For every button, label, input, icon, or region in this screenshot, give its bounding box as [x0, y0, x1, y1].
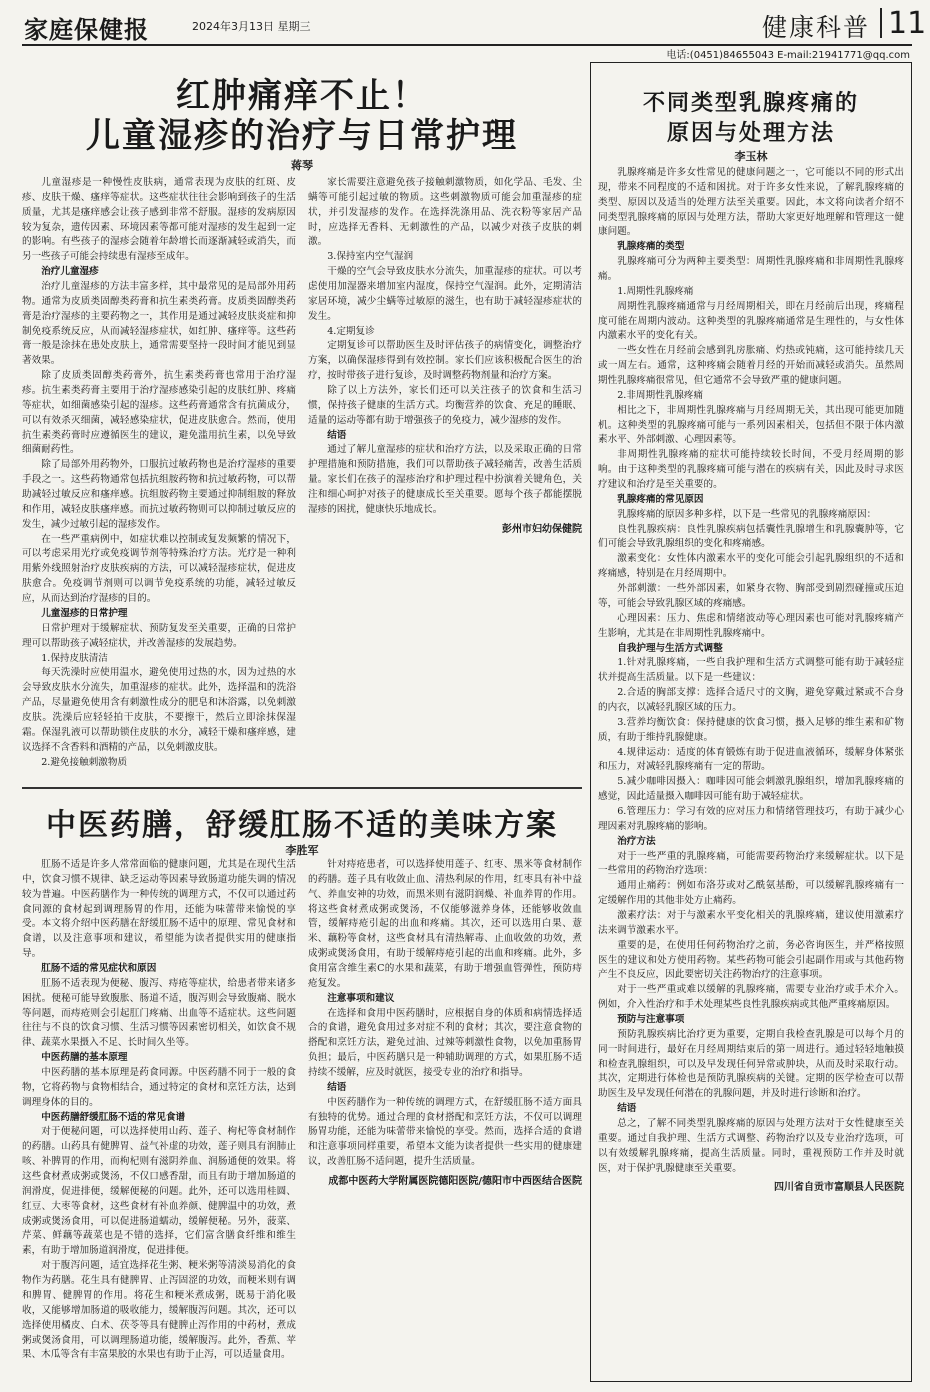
paragraph: 激素变化：女性体内激素水平的变化可能会引起乳腺组织的不适和疼痛感，特别是在月经周期中。 [598, 553, 904, 580]
paragraph: 3.保持室内空气湿润 [327, 251, 414, 263]
paragraph: 每天洗澡时应使用温水，避免使用过热的水，因为过热的水会导致皮肤水分流失，加重湿疹的症状。此外，选择温和的洗浴产品，尽量避免使用含有刺激性成分的肥皂和沐浴露，以免刺激皮肤。洗澡后应轻轻拍干皮肤，不要擦干，然后立即涂抹保湿霜。保湿乳液可以帮助锁住皮肤的水分，减轻干燥和瘙痒感，建议选择不含香料和酒精的产品，以免刺激皮肤。 [22, 667, 296, 753]
section-heading: 中医药膳舒缓肛肠不适的常见食谱 [41, 1111, 186, 1123]
paragraph: 乳腺疼痛可分为两种主要类型：周期性乳腺疼痛和非周期性乳腺疼痛。 [598, 256, 904, 283]
article2-title: 中医药膳，舒缓肛肠不适的美味方案 [46, 808, 558, 843]
paragraph: 心理因素：压力、焦虑和情绪波动等心理因素也可能对乳腺疼痛产生影响，尤其是在非周期性乳腺疼痛中。 [598, 612, 904, 639]
paragraph: 对于一些严重或难以缓解的乳腺疼痛，需要专业治疗或手术介入。例如，介入性治疗和手术处理某些良性乳腺疾病或其他严重疼痛原因。 [598, 984, 904, 1011]
paragraph: 在一些严重病例中，如症状难以控制或复发频繁的情况下，可以考虑采用光疗或免疫调节剂等特殊治疗方法。光疗是一种利用紫外线照射治疗皮肤疾病的方法，可以减轻湿疹症状，促进皮肤愈合。免疫调节剂则可以调节免疫系统的功能，减轻过敏反应，从而达到治疗湿疹的目的。 [22, 533, 296, 605]
paragraph: 一些女性在月经前会感到乳房胀痛、灼热或钝痛，这可能持续几天或一周左右。通常，这种疼痛会随着月经的开始而减轻或消失。虽然周期性乳腺疼痛很常见，但它通常不会导致严重的健康问题。 [598, 345, 904, 387]
article1-body [22, 176, 582, 784]
paragraph: 除了局部外用药物外，口服抗过敏药物也是治疗湿疹的重要手段之一。这些药物通常包括抗组胺药物和抗过敏药物，可以帮助减轻过敏反应和瘙痒感。抗组胺药物主要通过抑制组胺的释放和作用，减轻皮肤瘙痒感。而抗过敏药物则可以抑制过敏反应的发生，减少过敏引起的湿疹发作。 [22, 459, 296, 530]
paragraph: 1.保持皮肤清洁 [41, 652, 108, 664]
paragraph: 定期复诊可以帮助医生及时评估孩子的病情变化，调整治疗方案，以确保湿疹得到有效控制。家长们应该积极配合医生的治疗，按时带孩子进行复诊，及时调整药物剂量和治疗方案。 [308, 340, 582, 382]
article-source: 彭州市妇幼保健院 [502, 523, 582, 535]
paragraph: 除了以上方法外，家长们还可以关注孩子的饮食和生活习惯，保持孩子健康的生活方式。均衡营养的饮食、充足的睡眠、适量的运动等都有助于增强孩子的免疫力，减少湿疹的发作。 [308, 385, 582, 426]
paragraph: 除了皮质类固醇类药膏外，抗生素类药膏也常用于治疗湿疹。抗生素类药膏主要用于治疗湿疹感染引起的皮肤红肿、疼痛等症状，如细菌感染引起的湿疹。这些药膏通常含有抗菌成分，可以有效杀灭细菌，减轻感染症状，促进皮肤愈合。然而，使用抗生素类药膏时应遵循医生的建议，避免滥用抗生素，以免导致细菌耐药性。 [22, 370, 296, 456]
article3-author: 李玉林 [734, 150, 768, 163]
paragraph: 中医药膳作为一种传统的调理方式，在舒缓肛肠不适方面具有独特的优势。通过合理的食材搭配和烹饪方法，不仅可以调理肠胃功能，还能为味蕾带来愉悦的享受。然而，选择合适的食谱和注意事项同样重要，希望本文能为读者提供一些实用的健康建议，改善肛肠不适问题，提升生活质量。 [308, 1096, 582, 1168]
article3-title-line1: 不同类型乳腺疼痛的 [642, 90, 859, 116]
paragraph: 周期性乳腺疼痛通常与月经周期相关，即在月经前后出现，疼痛程度可能在周期内波动。这种类型的乳腺疼痛通常是生理性的，与女性体内激素水平的变化有关。 [598, 300, 904, 342]
paragraph: 乳腺疼痛的原因多种多样，以下是一些常见的乳腺疼痛原因： [617, 508, 877, 520]
section-heading: 注意事项和建议 [327, 992, 395, 1004]
section-heading: 结语 [617, 1103, 637, 1115]
paragraph: 1.周期性乳腺疼痛 [617, 285, 694, 297]
article1-title-line2: 儿童湿疹的治疗与日常护理 [86, 116, 518, 156]
paragraph: 肛肠不适表现为便秘、腹泻、痔疮等症状，给患者带来诸多困扰。便秘可能导致腹胀、肠道不适，腹泻则会导致腹痛、脱水等问题，而痔疮则会引起肛门疼痛、出血等不适症状。这些问题往往与不良的饮食习惯、生活习惯等因素密切相关，如饮食不规律、蔬菜水果摄入不足、长时间久坐等。 [22, 977, 296, 1049]
paper-name: 家庭保健报 [24, 15, 149, 44]
paragraph: 针对痔疮患者，可以选择使用莲子、红枣、黑米等食材制作的药膳。莲子具有收敛止血、清热利尿的作用，红枣具有补中益气、养血安神的功效，而黑米则有滋阴润燥、补血养胃的作用。将这些食材煮成粥或煲汤，不仅能够滋养身体，还能够收敛血管，缓解痔疮引起的出血和疼痛。其次，还可以选用白果、薏米、藕粉等食材，这些食材具有清热解毒、止血收敛的功效，煮成粥或煲汤食用，有助于缓解痔疮引起的出血和疼痛。此外，多食用富含维生素C的水果和蔬菜，有助于增强血管弹性，预防痔疮复发。 [308, 859, 582, 989]
paragraph: 通过了解儿童湿疹的症状和治疗方法，以及采取正确的日常护理措施和预防措施，我们可以帮助孩子减轻痛苦，改善生活质量。家长们在孩子的湿疹治疗和护理过程中扮演着关键角色，关注和细心呵护对孩子的健康成长至关重要。愿每个孩子都能摆脱湿疹的困扰，健康快乐地成长。 [308, 444, 582, 515]
paragraph: 外部刺激：一些外部因素，如紧身衣物、胸部受到剧烈碰撞或压迫等，可能会导致乳腺区域的疼痛感。 [598, 583, 904, 609]
paragraph: 家长需要注意避免孩子接触刺激物质，如化学品、毛发、尘螨等可能引起过敏的物质。这些刺激物质可能会加重湿疹的症状，并引发湿疹的发作。在选择洗涤用品、洗衣粉等家居产品时，应选择无香料、无刺激性的产品，以减少对孩子皮肤的刺激。 [308, 177, 582, 248]
paragraph: 激素疗法：对于与激素水平变化相关的乳腺疼痛，建议使用激素疗法来调节激素水平。 [598, 909, 904, 936]
paragraph: 肛肠不适是许多人常常面临的健康问题，尤其是在现代生活中，饮食习惯不规律、缺乏运动等因素导致肠道功能失调的情况较为普遍。中医药膳作为一种传统的调理方式，不仅可以通过药食同源的食材起到调理肠胃的作用，还能为味蕾带来愉悦的享受。本文将介绍中医药膳在舒缓肛肠不适中的原理、常见食材和食谱，以及注意事项和建议，希望能为读者提供实用的健康指导。 [22, 859, 296, 960]
article3-title-line2: 原因与处理方法 [666, 120, 835, 146]
paragraph: 3.营养均衡饮食：保持健康的饮食习惯，摄入足够的维生素和矿物质，有助于维持乳腺健康。 [598, 716, 904, 743]
article-source: 成都中医药大学附属医院德阳医院/德阳市中西医结合医院 [328, 1176, 582, 1188]
paragraph: 6.管理压力：学习有效的应对压力和情绪管理技巧，有助于减少心理因素对乳腺疼痛的影响。 [598, 805, 904, 832]
article2-author: 李胜军 [285, 844, 319, 857]
article1-author: 蒋琴 [291, 159, 313, 172]
article1-title-line1: 红肿痛痒不止！ [176, 76, 428, 116]
paragraph: 治疗儿童湿疹的方法丰富多样，其中最常见的是局部外用药物。通常为皮质类固醇类药膏和抗生素类药膏。皮质类固醇类药膏是治疗湿疹的主要药物之一，其作用是通过减轻皮肤炎症和抑制免疫系统反应，从而减轻湿疹症状，如红肿、瘙痒等。这些药膏一般是涂抹在患处皮肤上，通常需要坚持一段时间才能见到显著效果。 [22, 281, 296, 367]
paragraph: 相比之下，非周期性乳腺疼痛与月经周期无关，其出现可能更加随机。这种类型的乳腺疼痛可能与一系列因素相关，包括但不限于体内激素水平、外部刺激、心理因素等。 [598, 404, 904, 446]
paragraph: 非周期性乳腺疼痛的症状可能持续较长时间，不受月经周期的影响。由于这种类型的乳腺疼痛可能与潜在的疾病有关，因此及时寻求医疗建议和治疗是至关重要的。 [598, 449, 904, 491]
paragraph: 中医药膳的基本原理是药食同源。中医药膳不同于一般的食物，它将药物与食物相结合，通过特定的食材和烹饪方法，达到调理身体的目的。 [22, 1067, 296, 1108]
paragraph: 日常护理对于缓解症状、预防复发至关重要，正确的日常护理可以帮助孩子减轻症状，并改善湿疹的发展趋势。 [22, 622, 296, 649]
masthead [22, 4, 927, 46]
paragraph: 5.减少咖啡因摄入：咖啡因可能会刺激乳腺组织，增加乳腺疼痛的感觉，因此适量摄入咖啡因可能有助于减轻症状。 [598, 776, 904, 803]
paragraph: 预防乳腺疾病比治疗更为重要，定期自我检查乳腺是可以每个月的同一时间进行，最好在月经周期结束后的第一周进行。通过轻轻地触摸和检查乳腺组织，可以及早发现任何异常或肿块，从而及时采取行动。其次，定期进行体检也是预防乳腺疾病的关键。定期的医学检查可以帮助医生及早发现任何潜在的乳腺问题，并及时进行诊断和治疗。 [598, 1028, 904, 1100]
section-name: 健康科普 [762, 13, 871, 42]
paragraph: 2.避免接触刺激物质 [41, 756, 128, 768]
paragraph: 在选择和食用中医药膳时，应根据自身的体质和病情选择适合的食谱，避免食用过多对症不利的食材；其次，要注意食物的搭配和烹饪方法，避免过油、过辣等刺激性食物，以免加重肠胃负担；最后，中医药膳只是一种辅助调理的方式，如果肛肠不适持续不缓解，应及时就医，接受专业的治疗和指导。 [308, 1007, 582, 1079]
contact-info: 电话:(0451)84655043 E-mail:21941771@qq.com [666, 50, 910, 61]
section-heading: 儿童湿疹的日常护理 [41, 607, 128, 619]
section-heading: 乳腺疼痛的类型 [617, 241, 685, 253]
paragraph: 干燥的空气会导致皮肤水分流失，加重湿疹的症状。可以考虑使用加湿器来增加室内湿度，保持空气湿润。此外，定期清洁家居环境，减少尘螨等过敏原的滋生，也有助于减轻湿疹症状的发生。 [308, 266, 582, 322]
section-heading: 中医药膳的基本原理 [41, 1052, 128, 1064]
paragraph: 对于腹泻问题，适宜选择花生粥、粳米粥等清淡易消化的食物作为药膳。花生具有健脾胃、止泻固涩的功效，而粳米则有调和脾胃、健脾胃的作用。将花生和粳米煮成粥，既易于消化吸收，又能够增加肠道的吸收能力，缓解腹泻问题。其次，还可以选择使用橘皮、白术、茯苓等具有健脾止泻作用的中药材，煮成粥或煲汤食用，可以调理肠道功能，缓解腹泻。此外，香蕉、苹果、木瓜等含有丰富果胶的水果也有助于止泻，可以适量食用。 [22, 1260, 296, 1361]
paragraph: 对于一些严重的乳腺疼痛，可能需要药物治疗来缓解症状。以下是一些常用的药物治疗选项： [598, 850, 904, 877]
issue-date: 2024年3月13日 星期三 [192, 20, 311, 33]
paragraph: 重要的是，在使用任何药物治疗之前，务必咨询医生，并严格按照医生的建议和处方使用药物。某些药物可能会引起副作用或与其他药物产生不良反应，因此要密切关注药物治疗的注意事项。 [598, 939, 904, 981]
section-heading: 结语 [327, 429, 347, 441]
masthead-divider [880, 8, 882, 38]
paragraph: 2.非周期性乳腺疼痛 [617, 389, 704, 401]
article3-body [598, 166, 904, 1378]
section-heading: 肛肠不适的常见症状和原因 [41, 963, 157, 975]
section-heading: 乳腺疼痛的常见原因 [617, 493, 704, 505]
paragraph: 儿童湿疹是一种慢性皮肤病，通常表现为皮肤的红斑、皮疹、皮肤干燥、瘙痒等症状。这些症状往往会影响到孩子的生活质量，尤其是瘙痒感会让孩子感到非常不舒服。湿疹的发病原因较为复杂，遗传因素、环境因素等都可能对湿疹的发生起到一定的影响。有些孩子的湿疹会随着年龄增长而逐渐减轻或消失，而另一些孩子可能会持续患有湿疹至成年。 [22, 177, 296, 263]
paragraph: 4.规律运动：适度的体育锻炼有助于促进血液循环，缓解身体紧张和压力，对减轻乳腺疼痛有一定的帮助。 [598, 746, 904, 773]
paragraph: 乳腺疼痛是许多女性常见的健康问题之一，它可能以不同的形式出现，带来不同程度的不适和困扰。对于许多女性来说，了解乳腺疼痛的类型、原因以及适当的处理方法至关重要。因此，本文将向读者介绍不同类型乳腺疼痛的原因与处理方法，帮助大家更好地理解和管理这一健康问题。 [598, 167, 904, 238]
article2-body [22, 858, 582, 1382]
paragraph: 通用止痛药：例如布洛芬或对乙酰氨基酚，可以缓解乳腺疼痛有一定缓解作用的其他非处方止痛药。 [598, 880, 904, 907]
article-divider [22, 787, 582, 789]
section-heading: 治疗儿童湿疹 [41, 266, 99, 278]
paragraph: 对于便秘问题，可以选择使用山药、莲子、枸杞等食材制作的药膳。山药具有健脾胃、益气补虚的功效，莲子则具有润肺止咳、补脾胃的作用，而枸杞则有滋阴养血、润肠通便的效果。将这些食材煮成粥或煲汤，不仅口感香甜，而且有助于增加肠道的润滑度，促进排便，缓解便秘的问题。此外，还可以选用桂圆、红豆、大枣等食材，这些食材有补血养颜、健脾温中的功效，煮成粥或煲汤食用，可以促进肠道蠕动，缓解便秘。另外，菠菜、芹菜、鲜藕等蔬菜也是不错的选择，它们富含膳食纤维和维生素，有助于增加肠道润滑度，促进排便。 [22, 1126, 296, 1257]
paragraph: 良性乳腺疾病：良性乳腺疾病包括囊性乳腺增生和乳腺囊肿等，它们可能会导致乳腺组织的变化和疼痛感。 [598, 523, 904, 550]
section-heading: 结语 [327, 1081, 347, 1093]
section-heading: 治疗方法 [617, 835, 656, 847]
paragraph: 4.定期复诊 [327, 325, 375, 337]
paragraph: 2.合适的胸部支撑：选择合适尺寸的文胸，避免穿戴过紧或不合身的内衣，以减轻乳腺区域的压力。 [598, 687, 904, 713]
paragraph: 总之，了解不同类型乳腺疼痛的原因与处理方法对于女性健康至关重要。通过自我护理、生活方式调整、药物治疗以及专业治疗选项，可以有效缓解乳腺疼痛，提高生活质量。同时，重视预防工作并及时就医，对于保护乳腺健康至关重要。 [598, 1118, 904, 1174]
section-heading: 预防与注意事项 [617, 1013, 685, 1025]
page-number: 11 [888, 6, 927, 41]
article-source: 四川省自贡市富顺县人民医院 [774, 1182, 904, 1194]
section-heading: 自我护理与生活方式调整 [617, 642, 723, 654]
paragraph: 1.针对乳腺疼痛，一些自我护理和生活方式调整可能有助于减轻症状并提高生活质量。以下是一些建议： [598, 657, 904, 684]
